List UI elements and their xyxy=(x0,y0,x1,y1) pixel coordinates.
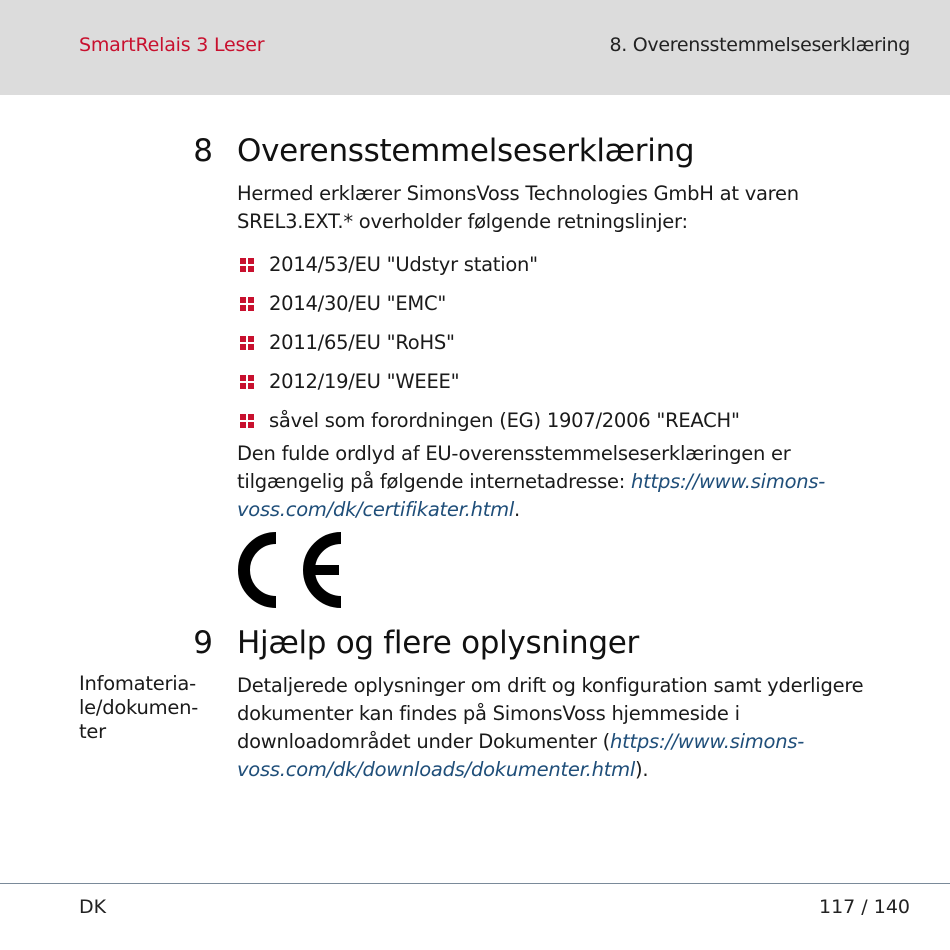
language-code: DK xyxy=(79,896,107,918)
list-item xyxy=(240,284,740,323)
section-number: 8 xyxy=(193,133,213,169)
section-number: 9 xyxy=(193,625,213,661)
list-item xyxy=(240,401,740,440)
square-bullet-icon xyxy=(240,336,254,350)
margin-note: Infomateriale/dokumenter xyxy=(79,672,199,743)
downloads-link[interactable]: https://www.simons-voss.com/dk/downloads/dokumenter.html xyxy=(237,730,805,781)
list-item xyxy=(240,323,740,362)
square-bullet-icon xyxy=(240,375,254,389)
list-item-text: 2014/30/EU "EMC" xyxy=(269,292,447,315)
declaration-text: Den fulde ordlyd af EU-overensstemmelseserklæringen er tilgængelig på følgende internetadresse: xyxy=(237,442,791,493)
list-item xyxy=(240,245,740,284)
footer-divider xyxy=(0,883,950,884)
page-header xyxy=(0,0,950,95)
list-item xyxy=(240,362,740,401)
product-title: SmartRelais 3 Leser xyxy=(79,34,265,56)
intro-paragraph: Hermed erklærer SimonsVoss Technologies GmbH at varen SREL3.EXT.* overholder følgende retningslinjer: xyxy=(237,182,799,233)
section-title: Overensstemmelseserklæring xyxy=(237,133,695,169)
running-chapter-title: 8. Overensstemmelseserklæring xyxy=(609,34,910,56)
page-number: 117 / 140 xyxy=(818,896,910,918)
ce-mark-icon xyxy=(237,532,345,608)
help-text-end: ). xyxy=(635,758,649,781)
declaration-text-end: . xyxy=(514,498,520,521)
list-item-text: 2012/19/EU "WEEE" xyxy=(269,370,460,393)
square-bullet-icon xyxy=(240,414,254,428)
section-title: Hjælp og flere oplysninger xyxy=(237,625,639,661)
list-item-text: 2014/53/EU "Udstyr station" xyxy=(269,253,538,276)
certificates-link[interactable]: https://www.simons-voss.com/dk/certifikater.html xyxy=(237,470,826,521)
directive-list xyxy=(240,245,740,440)
help-paragraph xyxy=(237,672,902,784)
list-item-text: såvel som forordningen (EG) 1907/2006 "REACH" xyxy=(269,409,740,432)
square-bullet-icon xyxy=(240,297,254,311)
declaration-paragraph xyxy=(237,440,902,524)
list-item-text: 2011/65/EU "RoHS" xyxy=(269,331,455,354)
square-bullet-icon xyxy=(240,258,254,272)
help-text: Detaljerede oplysninger om drift og konfiguration samt yderligere dokumenter kan findes på SimonsVoss hjemmeside i downloadområdet under Dokumenter ( xyxy=(237,674,864,753)
